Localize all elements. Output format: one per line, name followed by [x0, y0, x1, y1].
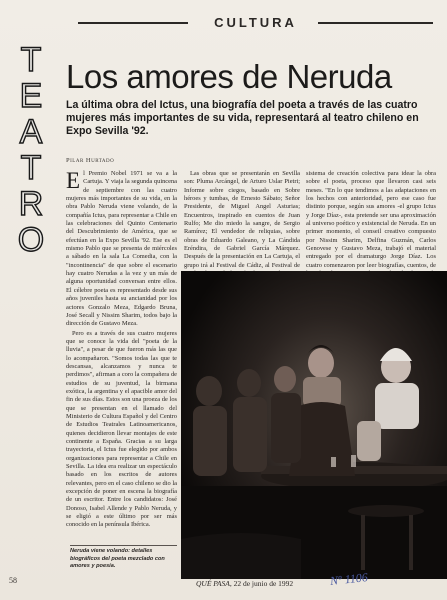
vertical-letter: T	[20, 149, 42, 187]
header-rule-left	[78, 22, 188, 24]
byline: Pilar Hurtado	[66, 157, 115, 164]
vertical-letter: A	[19, 113, 43, 151]
section-label: CULTURA	[214, 15, 297, 30]
vertical-section-label	[11, 42, 51, 258]
article-column-3	[306, 170, 436, 269]
handwritten-note: Nº 1106	[329, 570, 369, 588]
stage-photo-illustration	[181, 271, 447, 579]
drop-cap: E	[66, 168, 81, 193]
magazine-name: QUÉ PASA	[196, 579, 230, 588]
caption-rule	[70, 545, 177, 546]
headline: Los amores de Neruda	[66, 58, 392, 95]
article-column-1	[66, 170, 177, 542]
vertical-letter: R	[18, 185, 44, 223]
subheadline: La última obra del Ictus, una biografía del poeta a través de las cuatro mujeres más importantes de su vida, representará al teatro chileno en Expo Sevilla '92.	[66, 99, 419, 137]
header-rule-right	[318, 22, 433, 24]
vertical-letter: E	[19, 77, 43, 115]
article-paragraph: Las obras que se presentarán en Sevilla son: Pluma Arcángel, de Arturo Uslar Pietri; Informe sobre ciegos, basado en Sobre héroes y tumbas, de Ernesto Sábato; Señor Presidente, de Miguel Angel Asturias; Encuentros, inspirado en cuentos de Juan Rulfo; Me dio miedo la sangre, de Sergio Ramírez; El vendedor de reliquias, sobre obras de Eduardo Galeano, y La Cándida Eréndira, de Gabriel García Márquez. Después de la presentación en La Cartuja, el grupo irá al Festival de Cádiz, al Festival de	[184, 170, 300, 269]
article-column-2	[184, 170, 300, 269]
article-paragraph	[66, 170, 177, 329]
vertical-letter: T	[20, 41, 42, 79]
issue-date: 22 de junio de 1992	[233, 579, 294, 588]
page-footer: QUÉ PASA, 22 de junio de 1992	[196, 579, 294, 588]
paragraph-text: l Premio Nobel 1971 se va a la Cartuja. Y viaja la segunda quincena de septiembre con las cuatro mujeres más importantes de su vida, en la obra Pablo Neruda viene volando, de la compañía Ictus, para representar a Chile en las celebraciones del Quinto Centenario del Descubrimiento de América, que se efectúan en la Expo Sevilla '92. Ese es el mismo Pablo que se presenta de miércoles a sábado en la sala La Comedia, con la "incontinencia" de que sobre el escenario hay cuatro Nerudas a la vez y un más de alguna oportunidad conversan entre ellos. El célebre poeta es representado desde sus años juveniles hasta su ancianidad por los actores Gonzalo Meza, Edgardo Bruna, José Secall y Nissim Sharim, todos bajo la dirección de Gustavo Meza.	[66, 170, 177, 328]
photo-caption: Neruda viene volando: detalles biográficos del poeta mezclado con amores y poesía.	[70, 548, 165, 569]
page-number: 58	[9, 576, 17, 585]
vertical-letter: O	[17, 221, 45, 259]
article-paragraph: sistema de creación colectiva para idear la obra sobre el poeta, proceso que llevaron casi seis meses. "En lo que tendimos a las adaptaciones en los hechos con anterioridad, pero ese caso fue distinto porque, según sus amores -el grupo Ictus y Jorge Díaz-, esta pretende ser una aproximación al universo poético y existencial de Neruda. En un primer momento, el conseil creativo compuesto por Nissim Sharim, Delfina Guzmán, Carlos Genovese y Gustavo Meza, trabajó el material entregado por el dramaturgo Jorge Díaz. Los cuatro comenzaron por leer biografías, cuentos, de	[306, 170, 436, 269]
stage-photo	[181, 271, 447, 579]
section-header	[78, 14, 433, 32]
article-paragraph: Pero es a través de sus cuatro mujeres que se conoce la vida del "poeta de la lluvia", a pesar de que fueron más las que lo acompañaron. "Somos todas las que te descansas, alcanzamos y nunca te perdimos", afirman a coro la compañera de estudios de su juventud, la birmana exótica, la argentina y el apacible amor del fin de sus días. Estos son una proeza de los que se presentan en el llamado del Ministerio de Cultura Español y del Centro de Estudios Teatrales Latinoamericanos, quienes decidieron llevar montajes de este continente a España. Gracias a su larga trayectoria, el Ictus fue elegido por ambos organizaciones para representar a Chile en Sevilla. La idea era realizar un espectáculo basado en los escritos de autores relevantes, pero en el caso chileno se dio la excepción de poner en escena la biografía de un escritor. Entre los candidatos: José Donoso, Isabel Allende y Pablo Neruda, y se eligió a este último por ser más conocido en la península Ibérica.	[66, 329, 177, 529]
